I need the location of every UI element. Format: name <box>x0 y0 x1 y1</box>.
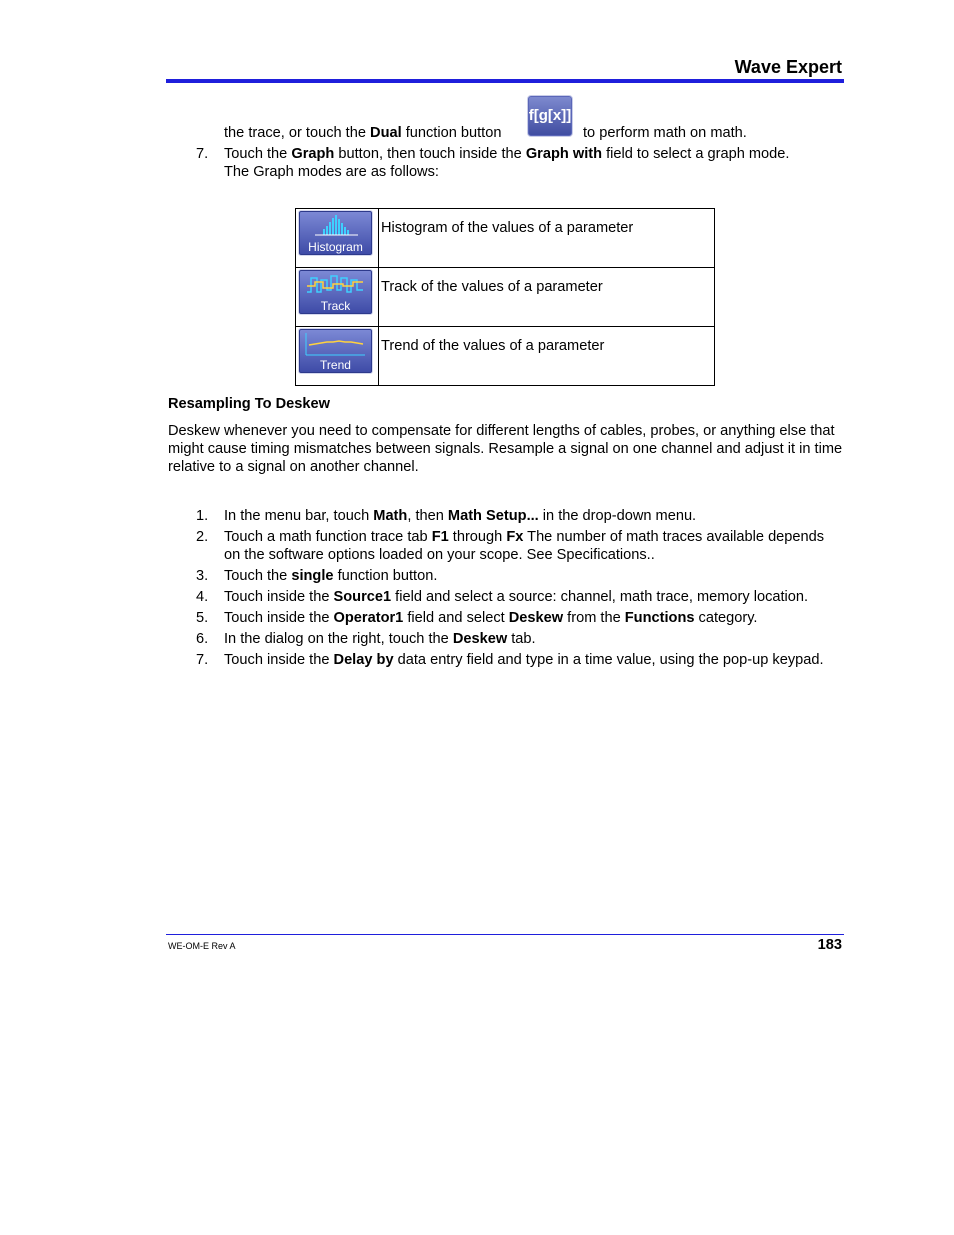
step-text <box>224 528 844 564</box>
step-text <box>224 567 844 585</box>
step-7-graph <box>224 145 844 181</box>
histogram-description: Histogram of the values of a parameter <box>379 209 715 268</box>
step-segment: The number of math traces available depends on the software options loaded on your scope. See Specifications.. <box>224 529 825 563</box>
table-row <box>296 327 715 386</box>
step-text: Touch the <box>224 146 292 162</box>
section-heading: Resampling To Deskew <box>168 396 330 412</box>
step-segment: In the menu bar, touch <box>224 508 374 524</box>
step-text <box>224 588 844 606</box>
icon-cell <box>296 327 379 386</box>
track-label: Track <box>320 299 351 313</box>
trend-label: Trend <box>320 358 351 372</box>
intro-text-1: the trace, or touch the <box>224 125 371 141</box>
section-paragraph: Deskew whenever you need to compensate for different lengths of cables, probes, or anything else that might cause timing mismatches between signals. Resample a signal on one channel and adjust it in time relative to a signal on another channel. <box>168 423 843 475</box>
step-number: 7. <box>196 652 209 668</box>
trend-graphic <box>303 331 368 357</box>
step-segment: function button. <box>333 568 438 584</box>
track-graphic <box>303 272 368 298</box>
step-bold: Deskew <box>452 631 508 647</box>
trend-description: Trend of the values of a parameter <box>379 327 715 386</box>
table-row <box>296 209 715 268</box>
intro-text-3: to perform math on math. <box>583 125 747 141</box>
step-bold: Deskew <box>508 610 564 626</box>
step-number: 2. <box>196 529 209 545</box>
step-text <box>224 507 844 525</box>
step-segment: Touch inside the <box>224 652 334 668</box>
page-header-title: Wave Expert <box>734 57 842 77</box>
step-bold: Operator1 <box>333 610 404 626</box>
table-row <box>296 268 715 327</box>
step-segment: Touch a math function trace tab <box>224 529 432 545</box>
step-segment: Touch the <box>224 568 292 584</box>
step-segment: , then <box>407 508 448 524</box>
step-bold: Math <box>373 508 408 524</box>
step-bold: Delay by <box>333 652 394 668</box>
step-segment: from the <box>563 610 625 626</box>
step-number: 4. <box>196 589 209 605</box>
intro-bold-dual: Dual <box>370 125 402 141</box>
step-text: The Graph modes are as follows: <box>224 164 439 180</box>
page-number: 183 <box>817 937 842 953</box>
histogram-graphic <box>303 213 368 237</box>
step-number: 1. <box>196 508 209 524</box>
header-rule <box>166 79 844 83</box>
step-text <box>224 651 844 669</box>
step-segment: field and select a source: channel, math trace, memory location. <box>391 589 809 605</box>
step-bold: single <box>291 568 334 584</box>
dual-function-button-icon <box>527 95 573 137</box>
step-bold: Math Setup... <box>447 508 539 524</box>
step-number: 3. <box>196 568 209 584</box>
step-segment: Touch inside the <box>224 610 334 626</box>
step-bold: Functions <box>624 610 695 626</box>
step-text: field to select a graph mode. <box>602 146 790 162</box>
step-segment: category. <box>694 610 758 626</box>
step-segment: through <box>448 529 507 545</box>
step-segment: tab. <box>507 631 536 647</box>
step-bold: F1 <box>431 529 449 545</box>
histogram-icon <box>298 210 373 256</box>
footer-doc-id: WE-OM-E Rev A <box>168 941 236 951</box>
step-text <box>224 609 844 627</box>
footer-rule <box>166 934 844 935</box>
trend-icon <box>298 328 373 374</box>
step-text: button, then touch inside the <box>334 146 526 162</box>
intro-text-2: function button <box>401 125 502 141</box>
step-segment: Touch inside the <box>224 589 334 605</box>
step-bold: Source1 <box>333 589 392 605</box>
step-bold: Graph <box>291 146 335 162</box>
track-icon <box>298 269 373 315</box>
step-bold: Fx <box>506 529 524 545</box>
intro-line <box>224 124 501 142</box>
step-segment: data entry field and type in a time value, using the pop-up keypad. <box>393 652 824 668</box>
step-segment: In the dialog on the right, touch the <box>224 631 453 647</box>
histogram-label: Histogram <box>308 240 363 254</box>
step-bold: Graph with <box>525 146 603 162</box>
track-description: Track of the values of a parameter <box>379 268 715 327</box>
graph-modes-table <box>295 208 715 386</box>
icon-cell <box>296 268 379 327</box>
step-number: 6. <box>196 631 209 647</box>
dual-function-button-label: f[g[x]] <box>528 107 572 124</box>
icon-cell <box>296 209 379 268</box>
step-segment: field and select <box>403 610 509 626</box>
step-number: 5. <box>196 610 209 626</box>
step-text <box>224 630 844 648</box>
step-number: 7. <box>196 146 209 162</box>
step-segment: in the drop-down menu. <box>538 508 697 524</box>
